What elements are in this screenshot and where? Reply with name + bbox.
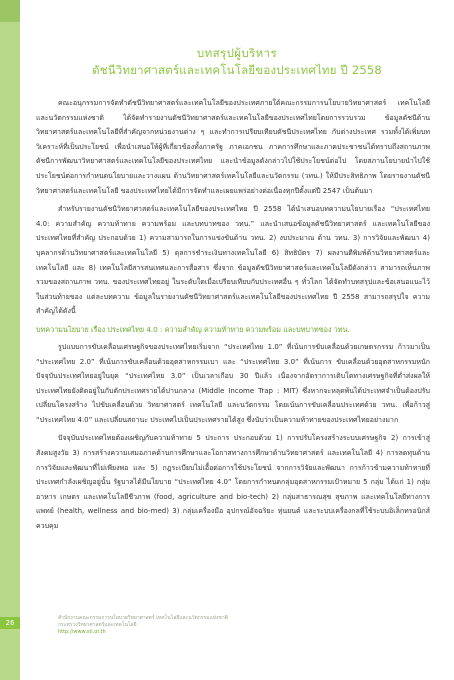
- page-footer: [0, 615, 454, 645]
- page-title: บทสรุปผู้บริหาร: [196, 46, 278, 60]
- sidebar-accent: [0, 0, 20, 22]
- page-number: 26: [0, 617, 20, 629]
- footer-org: สำนักงานคณะกรรมการนโยบายวิทยาศาสตร์ เทคโนโลยีและนวัตกรรมแห่งชาติ: [58, 615, 228, 621]
- left-sidebar-band: [0, 0, 20, 680]
- footer-ministry: กระทรวงวิทยาศาสตร์และเทคโนโลยี: [58, 622, 137, 628]
- paragraph-challenges: ปัจจุบันประเทศไทยต้องเผชิญกับความท้าทาย 5 ประการ ประกอบด้วย 1) การปรับโครงสร้างระบบเศรษฐกิจ 2) การเข้าสู่สังคมสูงวัย 3) การสร้างความเสมอภาคด้านการศึกษาและโอกาสทางการศึกษาด้านวิทยาศาสตร์ และเทคโนโลยี 4) การลดทุนด้านการวิจัยและพัฒนาที่ไม่เพียงพอ และ 5) กฎระเบียบไม่เอื้อต่อการใช้ประโยชน์ จากการวิจัยและพัฒนา การก้าวข้ามความท้าทายที่ประเทศกำลังเผชิญอยู่นั้น รัฐบาลได้มีนโยบาย “ประเทศไทย 4.0” โดยการกำหนดกลุ่มอุตสาหกรรมเป้าหมาย 5 กลุ่ม ได้แก่ 1) กลุ่มอาหาร เกษตร และเทคโนโลยีชีวภาพ (food, agriculture and bio-tech) 2) กลุ่มสาธารณสุข สุขภาพ และเทคโนโลยีทางการแพทย์ (health, wellness and bio-med) 3) กลุ่มเครื่องมือ อุปกรณ์อัจฉริยะ หุ่นยนต์ และระบบเครื่องกลที่ใช้ระบบอิเล็กทรอนิกส์ควบคุม: [36, 434, 430, 531]
- paragraph-summary: สำหรับรายงานดัชนีวิทยาศาสตร์และเทคโนโลยีของประเทศไทย ปี 2558 ได้นำเสนอบทความนโยบายเรื่อง “ประเทศไทย 4.0: ความสำคัญ ความท้าทาย ความพร้อม และบทบาทของ วทน.” และนำเสนอข้อมูลดัชนีวิทยาศาสตร์ และเทคโนโลยีของประเทศไทยที่สำคัญ ประกอบด้วย 1) ความสามารถในการแข่งขันด้าน วทน. 2) งบประมาณ ด้าน วทน. 3) การวิจัยและพัฒนา 4) บุคลากรด้านวิทยาศาสตร์และเทคโนโลยี 5) ดุลการชำระเงินทางเทคโนโลยี 6) สิทธิบัตร 7) ผลงานตีพิมพ์ด้านวิทยาศาสตร์และเทคโนโลยี และ 8) เทคโนโลยีสารสนเทศและการสื่อสาร ซึ่งจาก ข้อมูลดัชนีวิทยาศาสตร์และเทคโนโลยีดังกล่าว สามารถเห็นภาพรวมของสถานภาพ วทน. ของประเทศไทยอยู่ ในระดับใดเมื่อเปรียบเทียบกับประเทศอื่น ๆ ทั่วโลก ได้จัดทำบทสรุปและข้อเสนอแนะไว้ในส่วนท้ายของ แต่ละบทความ ข้อมูลในรายงานดัชนีวิทยาศาสตร์และเทคโนโลยีของประเทศไทย ปี 2558 สามารถสรุปใจ ความสำคัญได้ดังนี้: [36, 205, 430, 316]
- title-block: [20, 46, 454, 78]
- paragraph-thailand-4: รูปแบบการขับเคลื่อนเศรษฐกิจของประเทศไทยเริ่มจาก “ประเทศไทย 1.0” ที่เน้นการขับเคลื่อนด้วยเกษตรกรรม ก้าวมาเป็น “ประเทศไทย 2.0” ที่เน้นการขับเคลื่อนด้วยอุตสาหกรรมเบา และ “ประเทศไทย 3.0” ที่เน้นการ ขับเคลื่อนด้วยอุตสาหกรรมหนัก ปัจจุบันประเทศไทยอยู่ในยุค “ประเทศไทย 3.0” เป็นเวลาเกือบ 30 ปีแล้ว เนื่องจากอัตราการเติบโตทางเศรษฐกิจที่ต่ำส่งผลให้ประเทศไทยยังติดอยู่ในกับดักประเทศรายได้ปานกลาง (Middle Income Trap : MIT) ซึ่งหากจะหลุดพ้นได้ประเทศจำเป็นต้องปรับเปลี่ยนโครงสร้าง ไปขับเคลื่อนด้วย วิทยาศาสตร์ เทคโนโลยี และนวัตกรรม โดยเน้นการขับเคลื่อนประเทศด้วย วทน. เพื่อก้าวสู่ “ประเทศไทย 4.0” และเปลี่ยนสถานะ ประเทศไปเป็นประเทศรายได้สูง ซึ่งนับว่าเป็นความท้าทายของประเทศไทยอย่างมาก: [36, 342, 430, 424]
- footer-url-link[interactable]: http://www.sti.or.th: [58, 629, 106, 635]
- document-body: [36, 96, 430, 538]
- section-heading: บทความนโยบาย เรื่อง ประเทศไทย 4.0 : ความสำคัญ ความท้าทาย ความพร้อม และบทบาทของ วทน.: [36, 324, 350, 334]
- page-subtitle: ดัชนีวิทยาศาสตร์และเทคโนโลยีของประเทศไทย ปี 2558: [92, 63, 382, 77]
- footer-text: [58, 615, 228, 636]
- paragraph-intro: คณะอนุกรรมการจัดทำดัชนีวิทยาศาสตร์และเทคโนโลยีของประเทศภายใต้คณะกรรมการนโยบายวิทยาศาสตร์ เทคโนโลยีและนวัตกรรมแห่งชาติ ได้จัดทำรายงานดัชนีวิทยาศาสตร์และเทคโนโลยีของประเทศไทยโดยการรวบรวม ข้อมูลดัชนีด้านวิทยาศาสตร์และเทคโนโลยีที่สำคัญจากหน่วยงานต่าง ๆ และทำการเปรียบเทียบดัชนีประเทศไทย กับต่างประเทศ รวมทั้งได้เพิ่มบทวิเคราะห์ที่เป็นประโยชน์ เพื่อนำเสนอให้ผู้ที่เกี่ยวข้องทั้งภาครัฐ ภาคเอกชน ภาคการศึกษาและภาคประชาชนได้ทราบถึงสถานภาพดัชนีการพัฒนาวิทยาศาสตร์และเทคโนโลยีของประเทศไทย และนำข้อมูลดังกล่าวไปใช้ประโยชน์ต่อไป โดยสภานโยบายนำไปใช้ประโยชน์ต่อการกำหนดนโยบายและวางแผน ด้านวิทยาศาสตร์เทคโนโลยีและนวัตกรรม (วทน.) ให้มีประสิทธิภาพ โดยรายงานดัชนีวิทยาศาสตร์และเทคโนโลยี ของประเทศไทยได้มีการจัดทำและเผยแพร่อย่างต่อเนื่องทุกปีตั้งแต่ปี 2547 เป็นต้นมา: [36, 99, 430, 195]
